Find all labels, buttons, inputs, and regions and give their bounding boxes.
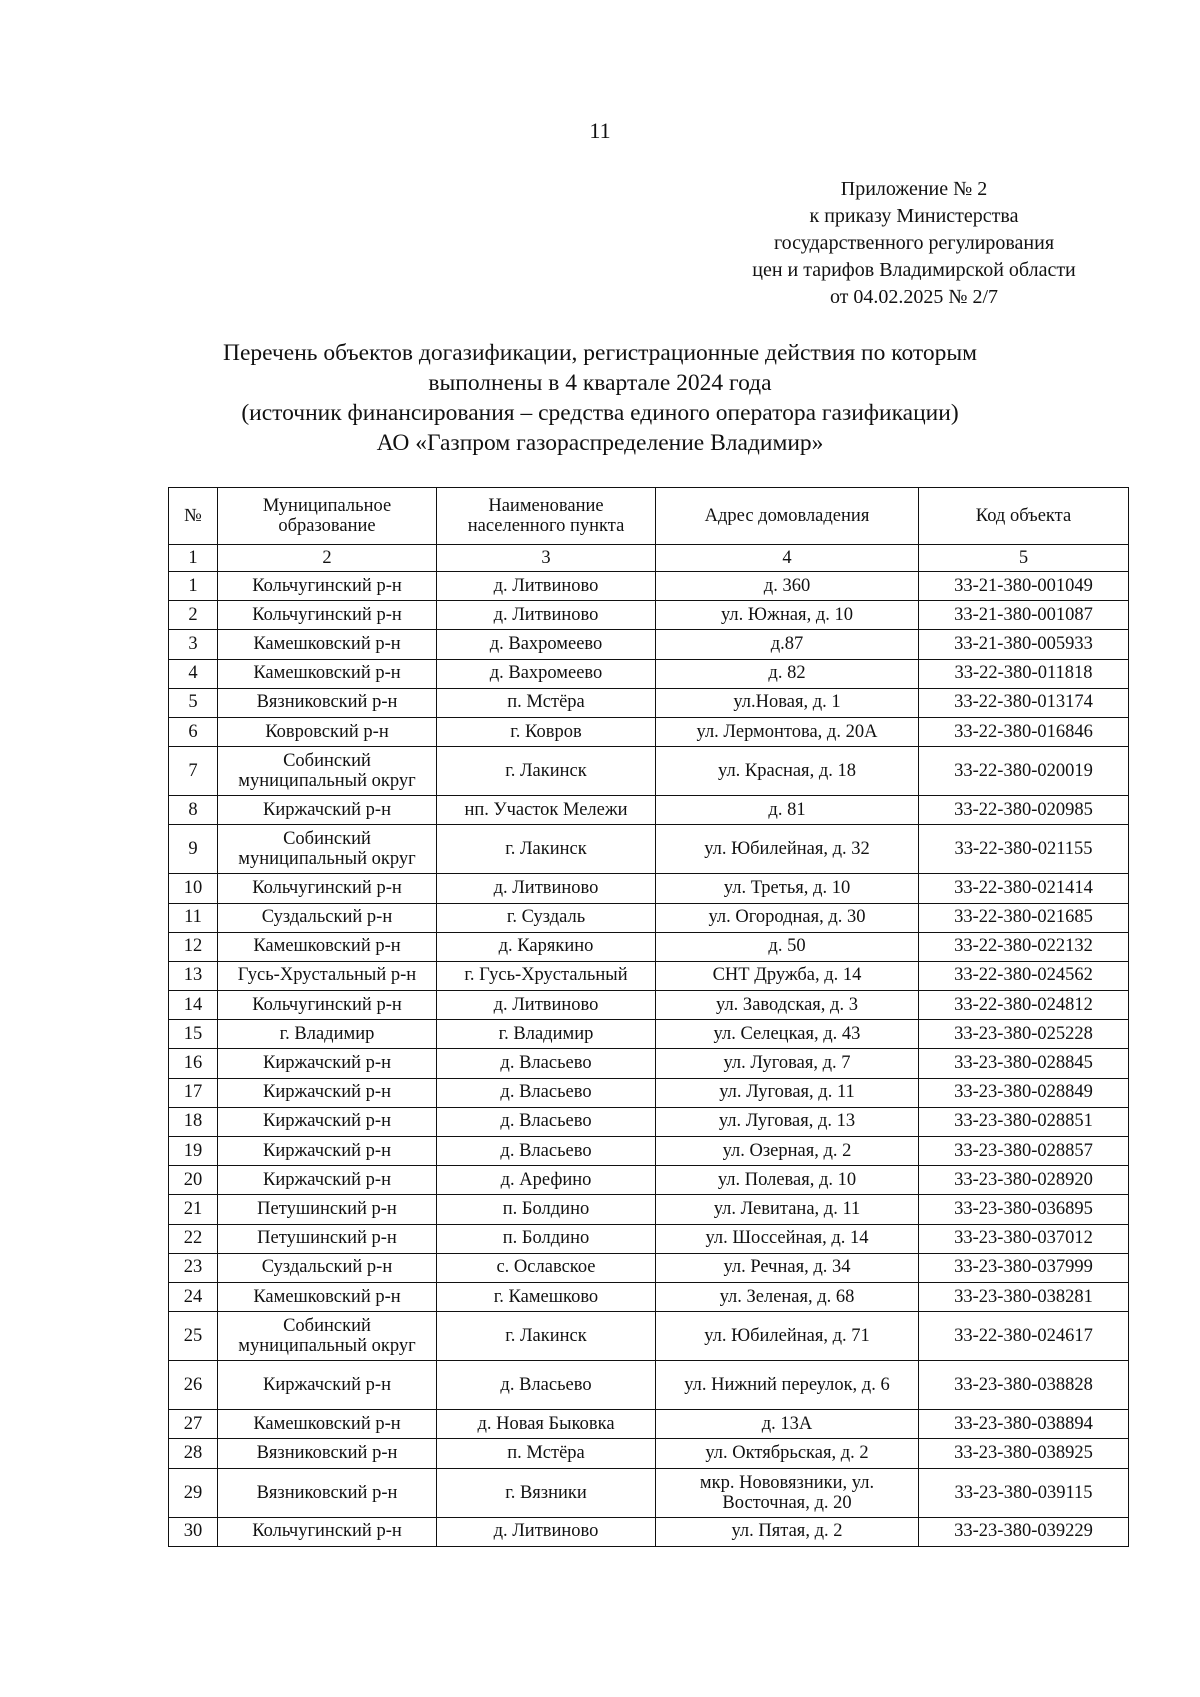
settlement-cell: г. Вязники (437, 1468, 656, 1517)
column-number: 1 (169, 545, 218, 572)
address-cell: д.87 (656, 630, 919, 659)
settlement-cell: д. Власьево (437, 1078, 656, 1107)
municipality-cell: Суздальский р-н (218, 903, 437, 932)
annex-line: государственного регулирования (773, 232, 1055, 254)
address-cell: мкр. Нововязники, ул. Восточная, д. 20 (656, 1468, 919, 1517)
object-code-cell: 33-22-380-021155 (919, 825, 1129, 874)
row-number-cell: 5 (169, 688, 218, 717)
settlement-cell: г. Лакинск (437, 747, 656, 796)
table-row (169, 825, 1129, 874)
municipality-cell: Кольчугинский р-н (218, 601, 437, 630)
object-code-cell: 33-22-380-021414 (919, 874, 1129, 903)
municipality-cell: г. Владимир (218, 1020, 437, 1049)
address-cell: ул. Третья, д. 10 (656, 874, 919, 903)
municipality-cell: Гусь-Хрустальный р-н (218, 961, 437, 990)
row-number-cell: 24 (169, 1282, 218, 1311)
address-cell: ул. Луговая, д. 11 (656, 1078, 919, 1107)
settlement-cell: г. Владимир (437, 1020, 656, 1049)
row-number-cell: 6 (169, 717, 218, 746)
municipality-cell: Петушинский р-н (218, 1224, 437, 1253)
address-cell: д. 13А (656, 1410, 919, 1439)
municipality-cell: Камешковский р-н (218, 1282, 437, 1311)
settlement-cell: д. Власьево (437, 1107, 656, 1136)
title-line: выполнены в 4 квартале 2024 года (428, 370, 772, 396)
object-code-cell: 33-23-380-036895 (919, 1195, 1129, 1224)
row-number-cell: 17 (169, 1078, 218, 1107)
settlement-cell: д. Власьево (437, 1137, 656, 1166)
address-cell: ул. Нижний переулок, д. 6 (656, 1361, 919, 1410)
municipality-cell: Суздальский р-н (218, 1253, 437, 1282)
objects-table (168, 487, 1129, 1547)
object-code-cell: 33-21-380-005933 (919, 630, 1129, 659)
table-row (169, 747, 1129, 796)
row-number-cell: 16 (169, 1049, 218, 1078)
row-number-cell: 25 (169, 1312, 218, 1361)
row-number-cell: 13 (169, 961, 218, 990)
column-number: 4 (656, 545, 919, 572)
header-municipality: Муниципальное образование (218, 488, 437, 545)
municipality-cell: Киржачский р-н (218, 1049, 437, 1078)
row-number-cell: 28 (169, 1439, 218, 1468)
settlement-cell: д. Власьево (437, 1049, 656, 1078)
annex-line: от 04.02.2025 № 2/7 (829, 286, 999, 308)
municipality-cell: Камешковский р-н (218, 1410, 437, 1439)
object-code-cell: 33-23-380-039229 (919, 1517, 1129, 1546)
object-code-cell: 33-22-380-022132 (919, 932, 1129, 961)
settlement-cell: д. Вахромеево (437, 630, 656, 659)
table-row (169, 630, 1129, 659)
address-cell: ул. Селецкая, д. 43 (656, 1020, 919, 1049)
address-cell: ул. Юбилейная, д. 32 (656, 825, 919, 874)
row-number-cell: 27 (169, 1410, 218, 1439)
municipality-cell: Кольчугинский р-н (218, 991, 437, 1020)
title-line: (источник финансирования – средства единого оператора газификации) (241, 400, 959, 426)
settlement-cell: п. Болдино (437, 1195, 656, 1224)
table-row (169, 1361, 1129, 1410)
address-cell: ул. Красная, д. 18 (656, 747, 919, 796)
object-code-cell: 33-22-380-024617 (919, 1312, 1129, 1361)
address-cell: ул. Пятая, д. 2 (656, 1517, 919, 1546)
column-number: 5 (919, 545, 1129, 572)
settlement-cell: нп. Участок Мележи (437, 796, 656, 825)
municipality-cell: Вязниковский р-н (218, 1468, 437, 1517)
settlement-cell: п. Мстёра (437, 1439, 656, 1468)
table-row (169, 1312, 1129, 1361)
object-code-cell: 33-21-380-001087 (919, 601, 1129, 630)
municipality-cell: Собинский муниципальный округ (218, 1312, 437, 1361)
object-code-cell: 33-23-380-037012 (919, 1224, 1129, 1253)
table-row (169, 601, 1129, 630)
table-row (169, 874, 1129, 903)
table-row (169, 1224, 1129, 1253)
object-code-cell: 33-23-380-028857 (919, 1137, 1129, 1166)
address-cell: д. 360 (656, 572, 919, 601)
object-code-cell: 33-22-380-024812 (919, 991, 1129, 1020)
annex-line: Приложение № 2 (840, 178, 988, 200)
municipality-cell: Киржачский р-н (218, 1107, 437, 1136)
settlement-cell: д. Литвиново (437, 874, 656, 903)
object-code-cell: 33-23-380-039115 (919, 1468, 1129, 1517)
annex-line: цен и тарифов Владимирской области (752, 259, 1076, 281)
settlement-cell: г. Гусь-Хрустальный (437, 961, 656, 990)
title-line: АО «Газпром газораспределение Владимир» (376, 430, 824, 456)
object-code-cell: 33-22-380-011818 (919, 659, 1129, 688)
municipality-cell: Петушинский р-н (218, 1195, 437, 1224)
address-cell: ул. Речная, д. 34 (656, 1253, 919, 1282)
object-code-cell: 33-23-380-028851 (919, 1107, 1129, 1136)
address-cell: ул. Октябрьская, д. 2 (656, 1439, 919, 1468)
object-code-cell: 33-23-380-038894 (919, 1410, 1129, 1439)
table-row (169, 1282, 1129, 1311)
address-cell: ул. Огородная, д. 30 (656, 903, 919, 932)
row-number-cell: 9 (169, 825, 218, 874)
column-number: 3 (437, 545, 656, 572)
municipality-cell: Собинский муниципальный округ (218, 825, 437, 874)
table-row (169, 1439, 1129, 1468)
address-cell: ул. Шоссейная, д. 14 (656, 1224, 919, 1253)
table-row (169, 961, 1129, 990)
header-settlement: Наименование населенного пункта (437, 488, 656, 545)
table-row (169, 1517, 1129, 1546)
municipality-cell: Кольчугинский р-н (218, 1517, 437, 1546)
table-row (169, 991, 1129, 1020)
row-number-cell: 15 (169, 1020, 218, 1049)
table-row (169, 717, 1129, 746)
row-number-cell: 10 (169, 874, 218, 903)
table-row (169, 1137, 1129, 1166)
address-cell: д. 81 (656, 796, 919, 825)
municipality-cell: Собинский муниципальный округ (218, 747, 437, 796)
address-cell: ул. Юбилейная, д. 71 (656, 1312, 919, 1361)
municipality-cell: Киржачский р-н (218, 1361, 437, 1410)
address-cell: ул. Луговая, д. 7 (656, 1049, 919, 1078)
row-number-cell: 1 (169, 572, 218, 601)
object-code-cell: 33-22-380-016846 (919, 717, 1129, 746)
settlement-cell: г. Ковров (437, 717, 656, 746)
settlement-cell: г. Лакинск (437, 825, 656, 874)
settlement-cell: д. Литвиново (437, 601, 656, 630)
municipality-cell: Кольчугинский р-н (218, 874, 437, 903)
column-number-row (169, 545, 1129, 572)
object-code-cell: 33-23-380-038281 (919, 1282, 1129, 1311)
settlement-cell: д. Вахромеево (437, 659, 656, 688)
address-cell: д. 82 (656, 659, 919, 688)
table-header-row (169, 488, 1129, 545)
object-code-cell: 33-22-380-020019 (919, 747, 1129, 796)
settlement-cell: с. Ославское (437, 1253, 656, 1282)
object-code-cell: 33-23-380-028849 (919, 1078, 1129, 1107)
row-number-cell: 8 (169, 796, 218, 825)
settlement-cell: д. Власьево (437, 1361, 656, 1410)
table-row (169, 1410, 1129, 1439)
header-object-code: Код объекта (919, 488, 1129, 545)
municipality-cell: Киржачский р-н (218, 1166, 437, 1195)
address-cell: ул. Лермонтова, д. 20А (656, 717, 919, 746)
address-cell: д. 50 (656, 932, 919, 961)
row-number-cell: 20 (169, 1166, 218, 1195)
table-row (169, 659, 1129, 688)
row-number-cell: 7 (169, 747, 218, 796)
address-cell: ул. Южная, д. 10 (656, 601, 919, 630)
address-cell: ул. Заводская, д. 3 (656, 991, 919, 1020)
settlement-cell: д. Литвиново (437, 991, 656, 1020)
object-code-cell: 33-22-380-021685 (919, 903, 1129, 932)
row-number-cell: 11 (169, 903, 218, 932)
municipality-cell: Киржачский р-н (218, 1137, 437, 1166)
settlement-cell: д. Новая Быковка (437, 1410, 656, 1439)
object-code-cell: 33-22-380-024562 (919, 961, 1129, 990)
settlement-cell: д. Литвиново (437, 1517, 656, 1546)
municipality-cell: Камешковский р-н (218, 659, 437, 688)
row-number-cell: 29 (169, 1468, 218, 1517)
settlement-cell: д. Арефино (437, 1166, 656, 1195)
table-row (169, 1049, 1129, 1078)
address-cell: ул. Озерная, д. 2 (656, 1137, 919, 1166)
row-number-cell: 4 (169, 659, 218, 688)
address-cell: ул. Зеленая, д. 68 (656, 1282, 919, 1311)
address-cell: ул. Левитана, д. 11 (656, 1195, 919, 1224)
table-row (169, 1107, 1129, 1136)
address-cell: ул. Полевая, д. 10 (656, 1166, 919, 1195)
row-number-cell: 2 (169, 601, 218, 630)
municipality-cell: Киржачский р-н (218, 1078, 437, 1107)
row-number-cell: 18 (169, 1107, 218, 1136)
table-body (169, 572, 1129, 1547)
municipality-cell: Ковровский р-н (218, 717, 437, 746)
header-number: № (169, 488, 218, 545)
row-number-cell: 19 (169, 1137, 218, 1166)
object-code-cell: 33-21-380-001049 (919, 572, 1129, 601)
object-code-cell: 33-23-380-025228 (919, 1020, 1129, 1049)
municipality-cell: Вязниковский р-н (218, 688, 437, 717)
settlement-cell: п. Мстёра (437, 688, 656, 717)
table-row (169, 572, 1129, 601)
table-row (169, 688, 1129, 717)
annex-block (700, 176, 1128, 311)
object-code-cell: 33-23-380-028845 (919, 1049, 1129, 1078)
row-number-cell: 22 (169, 1224, 218, 1253)
row-number-cell: 3 (169, 630, 218, 659)
row-number-cell: 30 (169, 1517, 218, 1546)
settlement-cell: г. Лакинск (437, 1312, 656, 1361)
page-number: 11 (589, 118, 611, 143)
column-number: 2 (218, 545, 437, 572)
table-row (169, 932, 1129, 961)
table-row (169, 1253, 1129, 1282)
municipality-cell: Кольчугинский р-н (218, 572, 437, 601)
address-cell: СНТ Дружба, д. 14 (656, 961, 919, 990)
document-title (150, 338, 1050, 458)
address-cell: ул.Новая, д. 1 (656, 688, 919, 717)
table-row (169, 903, 1129, 932)
row-number-cell: 21 (169, 1195, 218, 1224)
object-code-cell: 33-22-380-020985 (919, 796, 1129, 825)
table-row (169, 796, 1129, 825)
object-code-cell: 33-23-380-038925 (919, 1439, 1129, 1468)
row-number-cell: 26 (169, 1361, 218, 1410)
row-number-cell: 14 (169, 991, 218, 1020)
municipality-cell: Вязниковский р-н (218, 1439, 437, 1468)
table-row (169, 1020, 1129, 1049)
object-code-cell: 33-22-380-013174 (919, 688, 1129, 717)
object-code-cell: 33-23-380-028920 (919, 1166, 1129, 1195)
settlement-cell: г. Камешково (437, 1282, 656, 1311)
object-code-cell: 33-23-380-038828 (919, 1361, 1129, 1410)
title-line: Перечень объектов догазификации, регистрационные действия по которым (222, 340, 978, 366)
table-row (169, 1078, 1129, 1107)
table-row (169, 1468, 1129, 1517)
row-number-cell: 23 (169, 1253, 218, 1282)
annex-line: к приказу Министерства (809, 205, 1019, 227)
settlement-cell: п. Болдино (437, 1224, 656, 1253)
address-cell: ул. Луговая, д. 13 (656, 1107, 919, 1136)
settlement-cell: г. Суздаль (437, 903, 656, 932)
municipality-cell: Камешковский р-н (218, 932, 437, 961)
object-code-cell: 33-23-380-037999 (919, 1253, 1129, 1282)
header-address: Адрес домовладения (656, 488, 919, 545)
settlement-cell: д. Карякино (437, 932, 656, 961)
settlement-cell: д. Литвиново (437, 572, 656, 601)
row-number-cell: 12 (169, 932, 218, 961)
table-row (169, 1195, 1129, 1224)
table-row (169, 1166, 1129, 1195)
municipality-cell: Киржачский р-н (218, 796, 437, 825)
municipality-cell: Камешковский р-н (218, 630, 437, 659)
